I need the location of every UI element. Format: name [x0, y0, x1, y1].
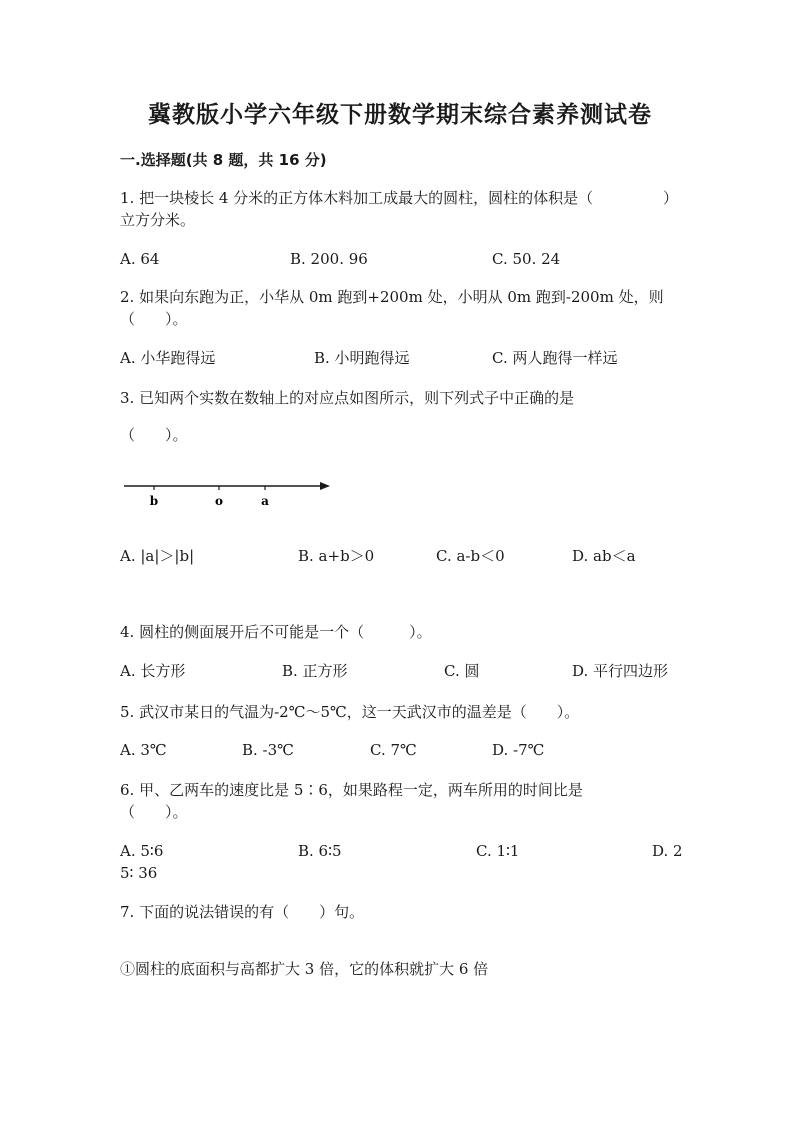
question-6-text: 6. 甲、乙两车的速度比是 5∶6，如果路程一定，两车所用的时间比是 — [120, 781, 583, 799]
q2-option-c[interactable]: C. 两人跑得一样远 — [492, 349, 618, 367]
q5-option-b[interactable]: B. -3℃ — [242, 741, 294, 759]
question-4-text: 4. 圆柱的侧面展开后不可能是一个（ ）。 — [120, 623, 432, 641]
question-7-statement-1: ①圆柱的底面积与高都扩大 3 倍，它的体积就扩大 6 倍 — [120, 960, 489, 978]
q1-option-c[interactable]: C. 50. 24 — [492, 250, 561, 268]
q3-option-a[interactable]: A. |a|＞|b| — [120, 547, 195, 565]
q3-option-b[interactable]: B. a+b＞0 — [298, 547, 375, 565]
question-1-text-cont: 立方分米。 — [120, 211, 196, 229]
q3-option-d[interactable]: D. ab＜a — [572, 547, 636, 565]
page-title: 冀教版小学六年级下册数学期末综合素养测试卷 — [148, 102, 652, 128]
question-7-text: 7. 下面的说法错误的有（ ）句。 — [120, 903, 365, 921]
question-5-text: 5. 武汉市某日的气温为-2℃～5℃，这一天武汉市的温差是（ ）。 — [120, 703, 580, 721]
question-1-text: 1. 把一块棱长 4 分米的正方体木料加工成最大的圆柱，圆柱的体积是（ — [120, 189, 594, 207]
number-line-figure — [120, 476, 340, 516]
q4-option-a[interactable]: A. 长方形 — [120, 662, 186, 680]
question-2-text-cont: （ ）。 — [120, 310, 188, 328]
q6-option-c[interactable]: C. 1∶1 — [476, 842, 520, 860]
q6-option-d-wrap: 5∶ 36 — [120, 864, 158, 882]
number-line-arrow — [320, 482, 330, 490]
q1-option-b[interactable]: B. 200. 96 — [290, 250, 368, 268]
question-3-text: 3. 已知两个实数在数轴上的对应点如图所示，则下列式子中正确的是 — [120, 389, 575, 407]
q3-option-c[interactable]: C. a-b＜0 — [436, 547, 505, 565]
q5-option-c[interactable]: C. 7℃ — [370, 741, 417, 759]
q5-option-a[interactable]: A. 3℃ — [120, 741, 167, 759]
q4-option-d[interactable]: D. 平行四边形 — [572, 662, 669, 680]
q5-option-d[interactable]: D. -7℃ — [492, 741, 545, 759]
question-6-text-cont: （ ）。 — [120, 803, 188, 821]
q6-option-a[interactable]: A. 5∶6 — [120, 842, 164, 860]
q4-option-c[interactable]: C. 圆 — [444, 662, 480, 680]
q2-option-a[interactable]: A. 小华跑得远 — [120, 349, 216, 367]
q1-option-a[interactable]: A. 64 — [120, 250, 160, 268]
question-2-text: 2. 如果向东跑为正，小华从 0m 跑到+200m 处，小明从 0m 跑到-200m 处，则 — [120, 288, 664, 306]
section-heading: 一.选择题(共 8 题，共 16 分) — [120, 151, 327, 169]
q4-option-b[interactable]: B. 正方形 — [282, 662, 348, 680]
label-b: b — [149, 494, 159, 508]
q2-option-b[interactable]: B. 小明跑得远 — [314, 349, 410, 367]
q6-option-d[interactable]: D. 2 — [652, 842, 683, 860]
question-1-close-paren: ） — [663, 189, 679, 207]
q6-option-b[interactable]: B. 6∶5 — [298, 842, 342, 860]
label-a: a — [261, 494, 269, 508]
label-o: o — [214, 494, 224, 508]
question-3-text-cont: （ ）。 — [120, 426, 188, 444]
